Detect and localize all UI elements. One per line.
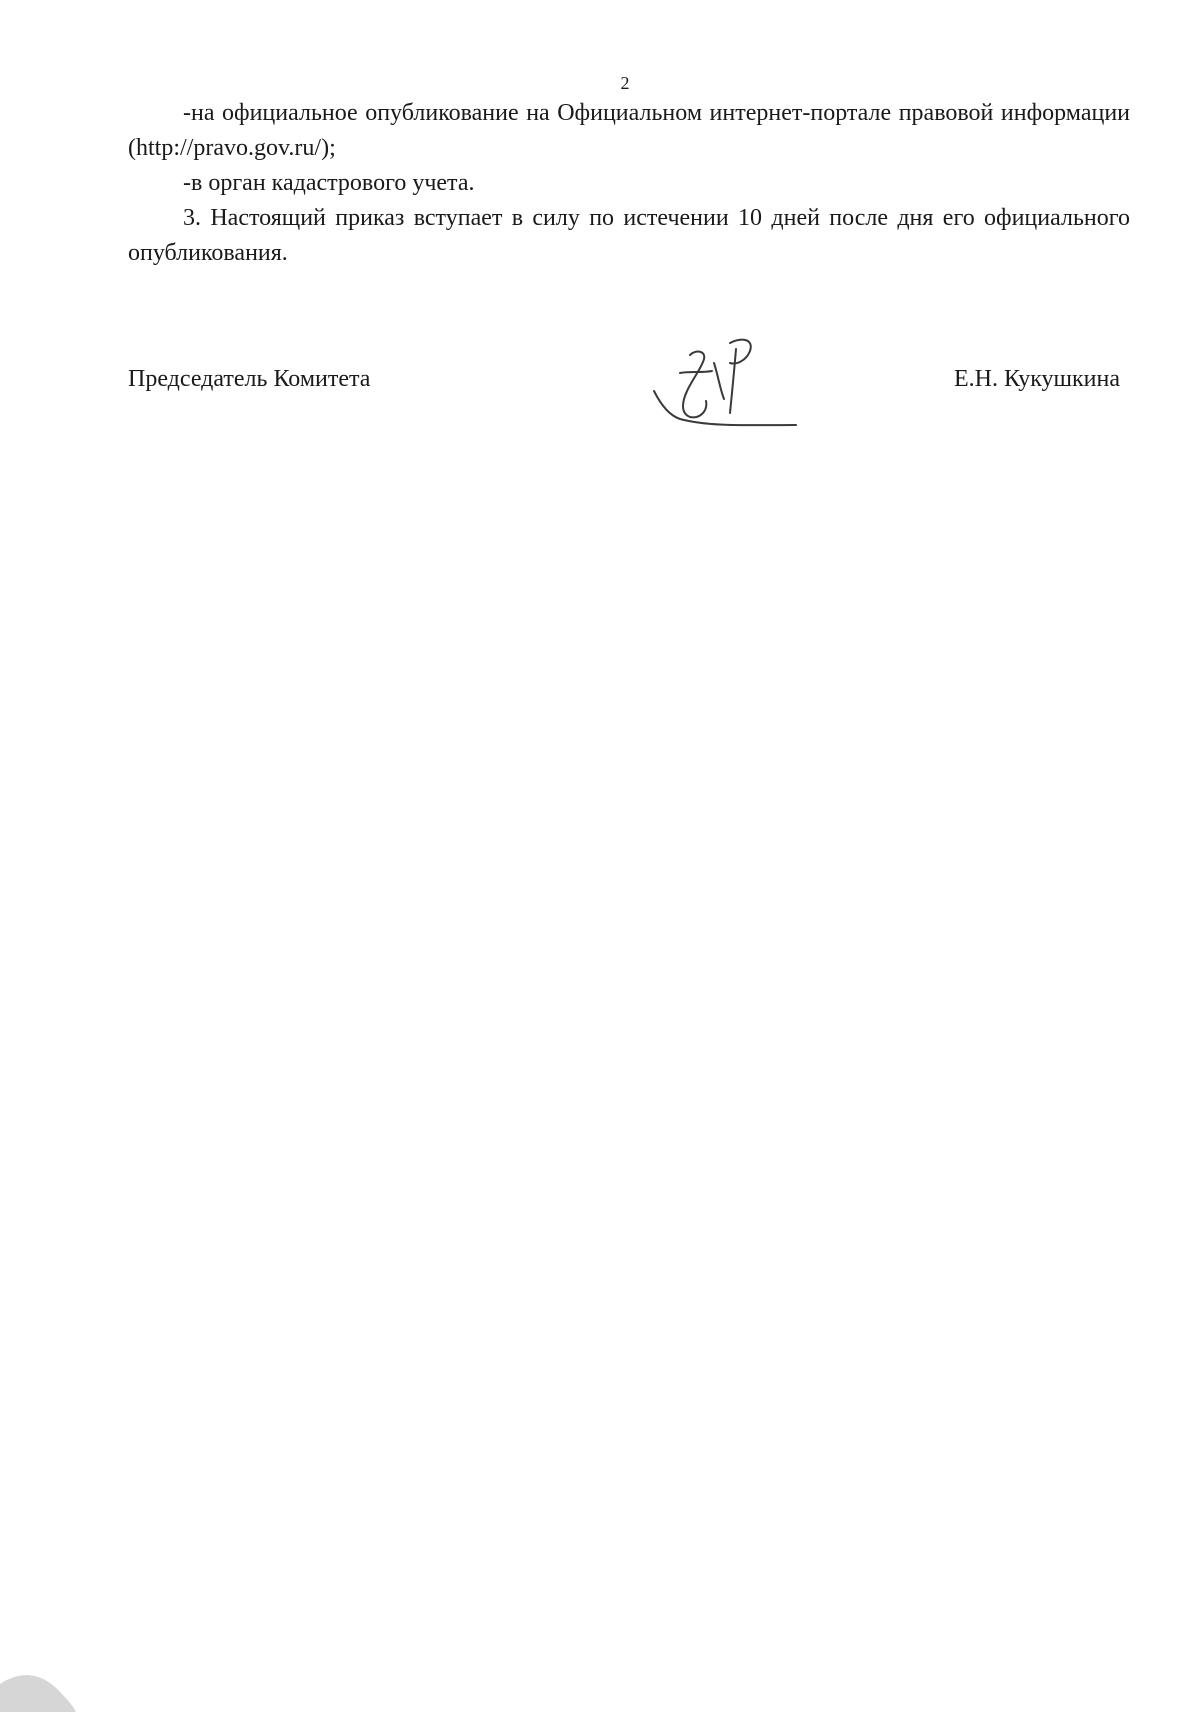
- paragraph-publication: -на официальное опубликование на Официальном интернет-портале правовой информации (http://pravo.gov.ru/);: [128, 100, 1130, 161]
- signatory-name: Е.Н. Кукушкина: [954, 366, 1120, 392]
- signature-block: [128, 362, 1130, 402]
- scan-edge-artifact-icon: [0, 1662, 90, 1712]
- page-number: 2: [620, 73, 630, 93]
- paragraph-cadastral-body: -в орган кадастрового учета.: [183, 170, 475, 196]
- handwritten-signature: [650, 333, 800, 433]
- paragraph-effective-date: 3. Настоящий приказ вступает в силу по истечении 10 дней после дня его официального опубликования.: [128, 205, 1130, 266]
- document-body: [128, 96, 1130, 271]
- signatory-position: Председатель Комитета: [128, 366, 371, 392]
